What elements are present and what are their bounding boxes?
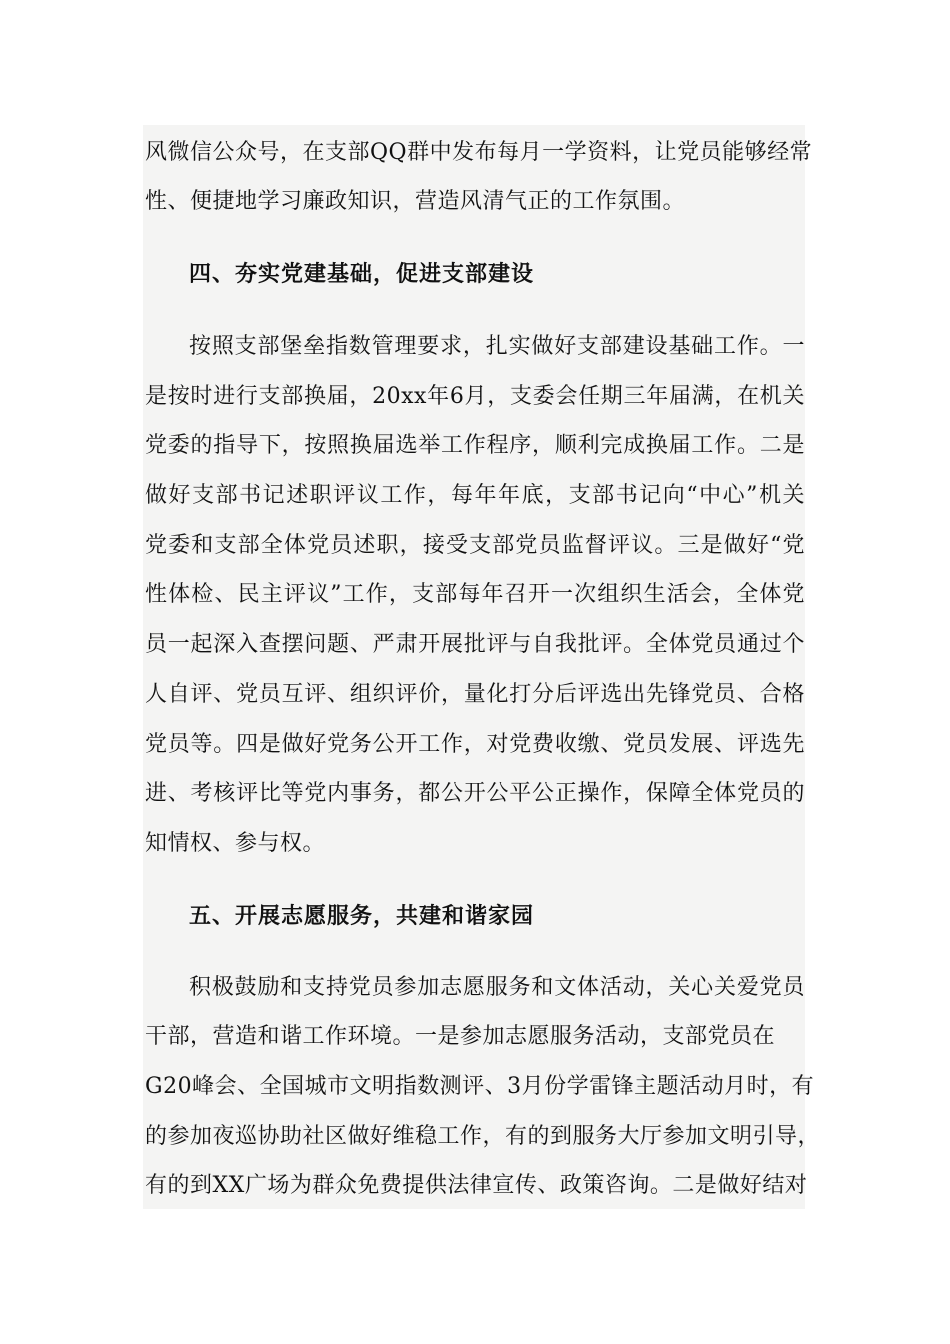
paragraph-line: 干部，营造和谐工作环境。一是参加志愿服务活动，支部党员在 [145,1024,776,1049]
paragraph-line: 做好支部书记述职评议工作，每年年底，支部书记向“中心”机关 [145,483,805,508]
paragraph-line: 知情权、参与权。 [145,831,326,856]
paragraph-line: 风微信公众号，在支部QQ群中发布每月一学资料，让党员能够经常 [145,140,813,165]
paragraph-line: 人自评、党员互评、组织评价，量化打分后评选出先锋党员、合格 [145,682,805,707]
paragraph-line: 员一起深入查摆问题、严肃开展批评与自我批评。全体党员通过个 [145,632,805,657]
paragraph-line: 党委的指导下，按照换届选举工作程序，顺利完成换届工作。二是 [145,433,805,458]
paragraph-line: 党委和支部全体党员述职，接受支部党员监督评议。三是做好“党 [145,533,805,558]
section-heading-5: 五、开展志愿服务，共建和谐家园 [189,903,535,929]
paragraph-line: G20峰会、全国城市文明指数测评、3月份学雷锋主题活动月时，有 [145,1074,815,1099]
paragraph-line: 积极鼓励和支持党员参加志愿服务和文体活动，关心关爱党员 [189,975,805,1000]
paragraph-line: 按照支部堡垒指数管理要求，扎实做好支部建设基础工作。一 [189,334,805,359]
paragraph-line: 进、考核评比等党内事务，都公开公平公正操作，保障全体党员的 [145,781,805,806]
paragraph-line: 是按时进行支部换届，20xx年6月，支委会任期三年届满，在机关 [145,384,805,409]
paragraph-line: 性、便捷地学习廉政知识，营造风清气正的工作氛围。 [145,189,686,214]
paragraph-line: 性体检、民主评议”工作，支部每年召开一次组织生活会，全体党 [145,582,805,607]
section-heading-4: 四、夯实党建基础，促进支部建设 [189,261,535,287]
paragraph-line: 的参加夜巡协助社区做好维稳工作，有的到服务大厅参加文明引导， [145,1124,821,1149]
paragraph-line: 党员等。四是做好党务公开工作，对党费收缴、党员发展、评选先 [145,732,805,757]
paragraph-line: 有的到XX广场为群众免费提供法律宣传、政策咨询。二是做好结对 [145,1173,808,1198]
